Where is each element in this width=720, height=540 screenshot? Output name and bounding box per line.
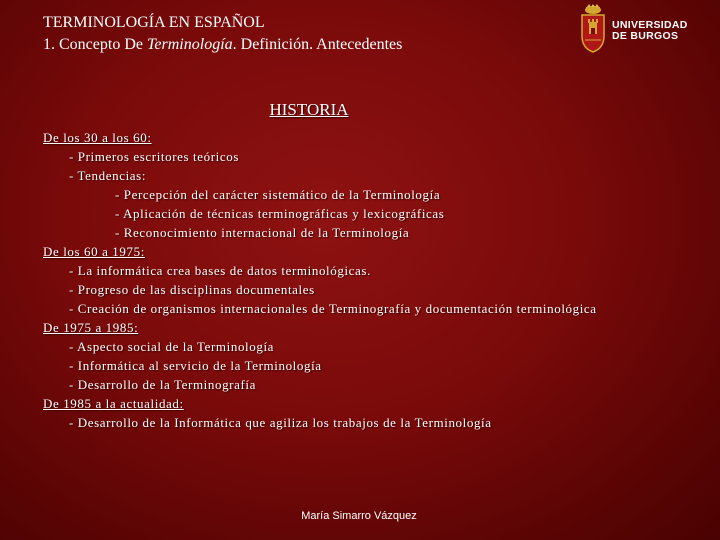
list-item: - Informática al servicio de la Terminología — [69, 358, 322, 373]
university-name-line2: DE BURGOS — [612, 30, 679, 42]
header-title: TERMINOLOGÍA EN ESPAÑOL — [43, 14, 265, 31]
university-name — [612, 20, 688, 42]
author-footer: María Simarro Vázquez — [301, 510, 417, 522]
list-item: - Primeros escritores teóricos — [69, 149, 239, 164]
header-subtitle: 1. Concepto De Terminología. Definición. Antecedentes — [43, 36, 403, 53]
list-item: - Desarrollo de la Informática que agiliza los trabajos de la Terminología — [69, 415, 492, 430]
period-heading: De 1985 a la actualidad: — [43, 396, 184, 411]
crest-icon — [578, 4, 608, 54]
list-item: - Tendencias: — [69, 168, 147, 183]
university-logo — [578, 4, 718, 56]
sub-list-item: - Aplicación de técnicas terminográficas y lexicográficas — [115, 206, 445, 221]
period-heading: De 1975 a 1985: — [43, 320, 139, 335]
period-heading: De los 30 a los 60: — [43, 130, 152, 145]
list-item: - La informática crea bases de datos terminológicas. — [69, 263, 371, 278]
history-content — [43, 128, 623, 432]
sub-list-item: - Percepción del carácter sistemático de la Terminología — [115, 187, 441, 202]
list-item: - Creación de organismos internacionales de Terminografía y documentación terminológica — [69, 301, 597, 316]
list-item: - Aspecto social de la Terminología — [69, 339, 275, 354]
section-title: HISTORIA — [269, 100, 349, 119]
university-name-line1: UNIVERSIDAD — [612, 19, 688, 31]
slide-header — [43, 12, 402, 56]
list-item: - Progreso de las disciplinas documentales — [69, 282, 315, 297]
sub-list-item: - Reconocimiento internacional de la Terminología — [115, 225, 410, 240]
period-heading: De los 60 a 1975: — [43, 244, 145, 259]
list-item: - Desarrollo de la Terminografía — [69, 377, 256, 392]
